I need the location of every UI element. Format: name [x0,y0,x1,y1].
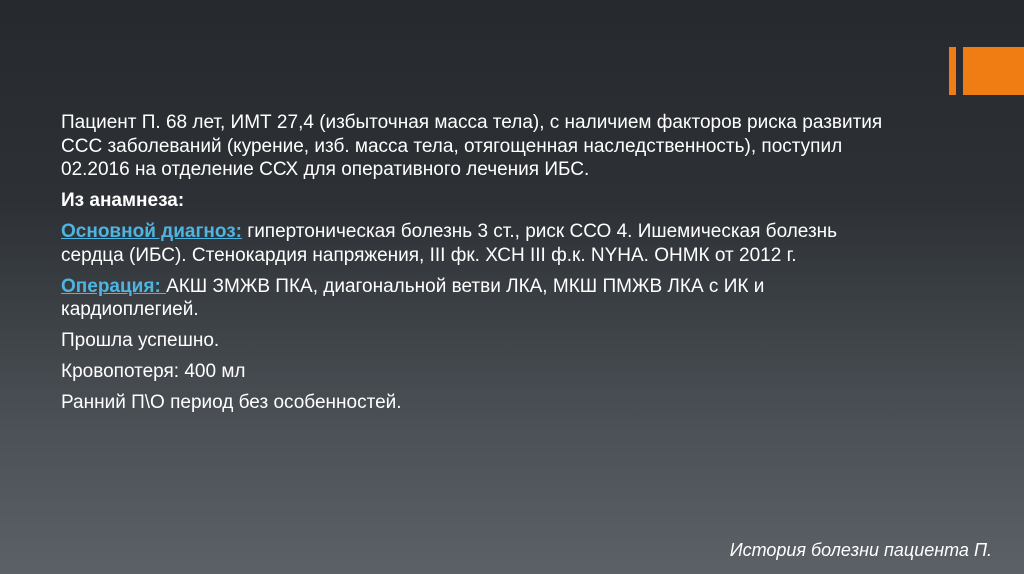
anamnesis-heading: Из анамнеза: [61,190,185,211]
accent-bar-thin [949,47,956,95]
blood-loss-line: Кровопотеря: 400 мл [61,361,246,382]
operation-text: АКШ ЗМЖВ ПКА, диагональной ветви ЛКА, МКШ ПМЖВ ЛКА с ИК и кардиоплегией. [61,275,765,320]
operation-link[interactable]: Операция: [61,275,167,297]
diagnosis-paragraph [61,220,891,267]
slide-body [61,111,891,422]
accent-bar-wide [963,47,1024,95]
footer-caption: История болезни пациента П. [729,540,992,560]
intro-paragraph: Пациент П. 68 лет, ИМТ 27,4 (избыточная масса тела), с наличием факторов риска развития ССС заболеваний (курение, изб. масса тела, отягощенная наследственность), поступил 02.2016 на отделение ССХ для оперативного лечения ИБС. [61,112,883,180]
postop-line: Ранний П\О период без особенностей. [61,392,402,413]
operation-paragraph [61,275,891,322]
diagnosis-link[interactable]: Основной диагноз: [61,221,242,242]
diagnosis-text: гипертоническая болезнь 3 ст., риск ССО 4. Ишемическая болезнь сердца (ИБС). Стенокардия напряжения, III фк. ХСН III ф.к. NYHA. ОНМК от 2012 г. [61,221,838,266]
result-line: Прошла успешно. [61,330,220,351]
